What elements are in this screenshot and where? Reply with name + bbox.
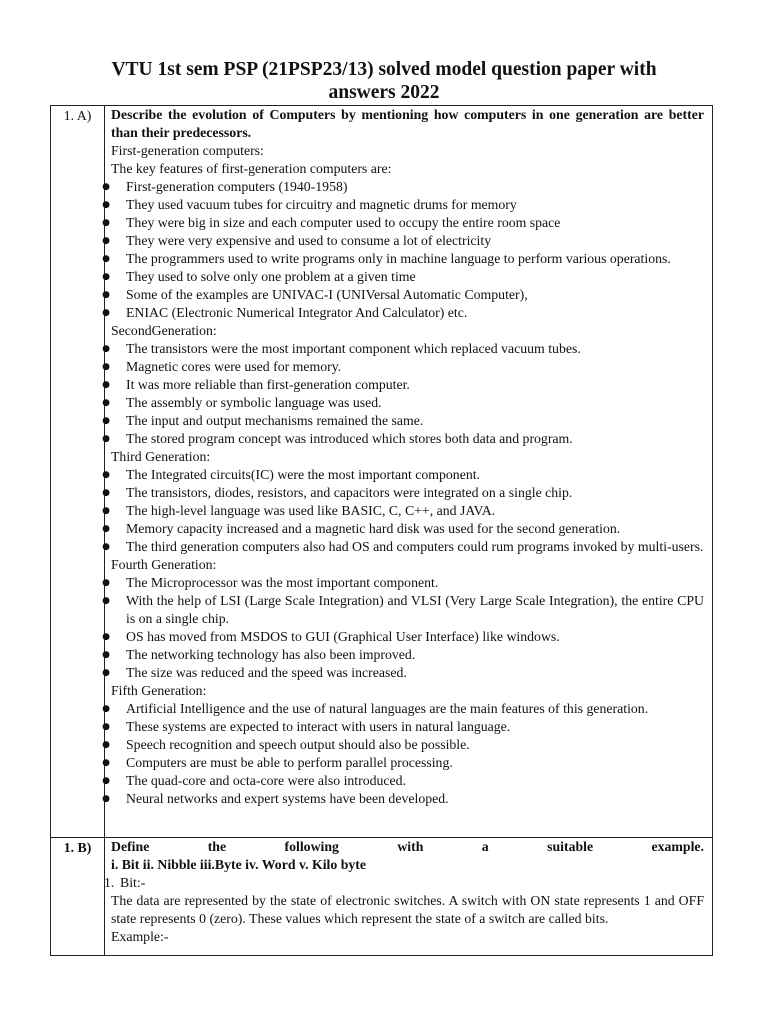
example-label: Example:- [111,929,169,944]
bullet-icon: ● [102,434,110,444]
bullet-icon: ● [102,182,110,192]
bullet-icon: ● [102,668,110,678]
title-line-2: answers 2022 [328,82,440,103]
answer-cell-1b [105,838,713,956]
list-item: ● The transistors, diodes, resistors, and capacitors were integrated on a single chip. [102,485,573,500]
answer-cell-1a [102,106,713,838]
list-item: ● The Integrated circuits(IC) were the most important component. [102,467,481,482]
section-heading-fourth: Fourth Generation: [111,557,217,572]
bullet-icon: ● [102,416,110,426]
bullet-icon: ● [102,470,110,480]
bullet-icon: ● [102,218,110,228]
item-number: 1. [104,875,115,890]
list-item: ● It was more reliable than first-generation computer. [102,377,410,392]
list-item: ● Memory capacity increased and a magnetic hard disk was used for the second generation. [102,521,621,536]
bullet-icon: ● [102,362,110,372]
list-item: ● The stored program concept was introduced which stores both data and program. [102,431,573,446]
list-item: ● With the help of LSI (Large Scale Integration) and VLSI (Very Large Scale Integration), the entire CPU is on a single chip. [102,593,704,626]
section-heading-fifth: Fifth Generation: [111,683,207,698]
numbered-item-bit [104,874,704,892]
bullet-icon: ● [102,200,110,210]
section-intro-first: The key features of first-generation computers are: [111,161,392,176]
question-table [50,105,713,956]
bullet-icon: ● [102,254,110,264]
bullet-icon: ● [102,776,110,786]
bullet-icon: ● [102,398,110,408]
bullet-icon: ● [102,704,110,714]
list-item: ● These systems are expected to interact with users in natural language. [102,719,511,734]
bit-definition: The data are represented by the state of electronic switches. A switch with ON state represents 1 and OFF state represents 0 (zero). These values which represent the state of a switch are called bits. [111,893,704,926]
list-item: ● OS has moved from MSDOS to GUI (Graphical User Interface) like windows. [102,629,560,644]
list-first-generation [102,178,704,322]
bullet-icon: ● [102,722,110,732]
page-title [60,58,708,104]
section-heading-second: SecondGeneration: [111,323,217,338]
title-line-1: VTU 1st sem PSP (21PSP23/13) solved model question paper with [111,59,657,80]
bullet-icon: ● [102,740,110,750]
list-fifth-generation [102,700,704,808]
bullet-icon: ● [102,632,110,642]
list-item: ● The high-level language was used like BASIC, C, C++, and JAVA. [102,503,496,518]
list-item: ● The Microprocessor was the most important component. [102,575,439,590]
bullet-icon: ● [102,596,110,606]
list-item: ● Artificial Intelligence and the use of natural languages are the main features of this generation. [102,701,649,716]
list-item: ● The third generation computers also had OS and computers could rum programs invoked by multi-users. [102,539,704,554]
list-item: ● They used vacuum tubes for circuitry and magnetic drums for memory [102,197,517,212]
question-number-1a: 1. A) [51,106,105,838]
list-item: ● Magnetic cores were used for memory. [102,359,342,374]
bullet-icon: ● [102,794,110,804]
list-item: ● Speech recognition and speech output should also be possible. [102,737,470,752]
bullet-icon: ● [102,272,110,282]
section-heading-first: First-generation computers: [111,143,264,158]
list-item: ● The assembly or symbolic language was used. [102,395,382,410]
bullet-icon: ● [102,380,110,390]
list-item: ● Computers are must be able to perform parallel processing. [102,755,453,770]
question-number-1b: 1. B) [51,838,105,956]
bullet-icon: ● [102,758,110,768]
bullet-icon: ● [102,344,110,354]
question-row-1a [51,106,713,838]
bullet-icon: ● [102,488,110,498]
list-item: ● They used to solve only one problem at a given time [102,269,416,284]
section-heading-third: Third Generation: [111,449,211,464]
list-item: ● The input and output mechanisms remained the same. [102,413,424,428]
question-row-1b [51,838,713,956]
question-text-1b-line1: Define the following with a suitable example. [111,839,704,854]
list-item: ● The quad-core and octa-core were also introduced. [102,773,407,788]
item-label: Bit:- [120,875,146,890]
question-text-1a: Describe the evolution of Computers by mentioning how computers in one generation are better than their predecessors. [111,107,704,140]
list-second-generation [102,340,704,448]
list-item: ● The size was reduced and the speed was increased. [102,665,407,680]
list-item: ● The programmers used to write programs only in machine language to perform various operations. [102,251,671,266]
bullet-icon: ● [102,308,110,318]
bullet-icon: ● [102,290,110,300]
bullet-icon: ● [102,542,110,552]
bullet-icon: ● [102,236,110,246]
list-item: ● They were big in size and each computer used to occupy the entire room space [102,215,561,230]
list-third-generation [102,466,704,556]
list-item: ● The transistors were the most important component which replaced vacuum tubes. [102,341,581,356]
list-item: ● The networking technology has also been improved. [102,647,416,662]
list-item: ● Neural networks and expert systems have been developed. [102,791,449,806]
bullet-icon: ● [102,578,110,588]
list-item: ● ENIAC (Electronic Numerical Integrator And Calculator) etc. [102,305,468,320]
list-fourth-generation [102,574,704,682]
bullet-icon: ● [102,650,110,660]
list-item: ● Some of the examples are UNIVAC-I (UNIVersal Automatic Computer), [102,287,528,302]
bullet-icon: ● [102,506,110,516]
list-item: ● First-generation computers (1940-1958) [102,179,348,194]
bullet-icon: ● [102,524,110,534]
question-text-1b-line2: i. Bit ii. Nibble iii.Byte iv. Word v. Kilo byte [111,857,367,872]
list-item: ● They were very expensive and used to consume a lot of electricity [102,233,492,248]
